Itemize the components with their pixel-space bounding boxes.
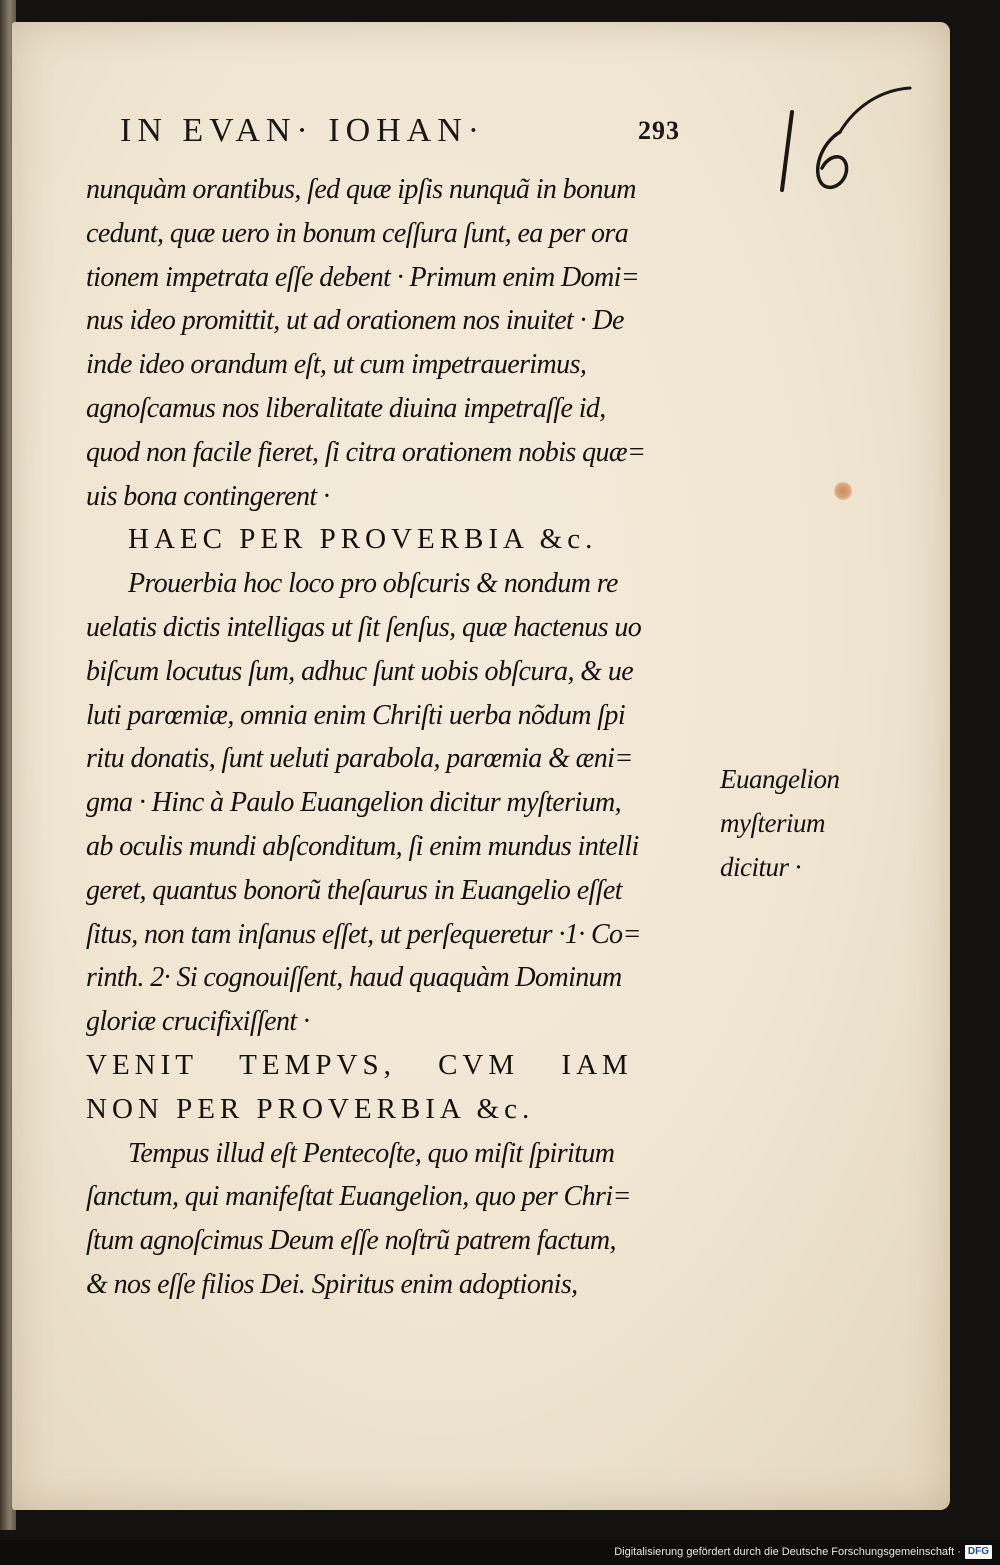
text-line: Prouerbia hoc loco pro obſcuris & nondum re (128, 568, 618, 600)
running-head (120, 112, 680, 162)
text-line: Tempus illud eſt Pentecoſte, quo miſit ſpiritum (128, 1137, 615, 1169)
footer-text: Digitalisierung gefördert durch die Deutsche Forschungsgemeinschaft · (614, 1546, 961, 1558)
text-line: ritu donatis, ſunt ueluti parabola, parœmia & æni= (86, 743, 633, 775)
text-line: nunquàm orantibus, ſed quæ ipſis nunquã in bonum (86, 174, 636, 205)
text-line: uelatis dictis intelligas ut ſit ſenſus, quæ hactenus uo (86, 611, 642, 643)
text-line: rinth. 2· Si cognouiſſent, haud quaquàm Dominum (86, 962, 622, 994)
handwritten-16-mark (770, 72, 920, 202)
footer-credit (614, 1543, 992, 1561)
text-line: tionem impetrata eſſe debent · Primum enim Domi= (86, 261, 640, 293)
text-line: & nos eſſe filios Dei. Spiritus enim adoptionis, (86, 1268, 578, 1300)
text-line: NON PER PROVERBIA &c. (86, 1092, 535, 1125)
text-line: biſcum locutus ſum, adhuc ſunt uobis obſcura, & ue (86, 655, 634, 687)
text-line: ſanctum, qui manifeſtat Euangelion, quo per Chri= (86, 1181, 631, 1213)
text-line: ſitus, non tam inſanus eſſet, ut perſequeretur ·1· Co= (86, 918, 641, 950)
running-head-title: IN EVAN· IOHAN· (120, 112, 486, 149)
handwritten-folio-number (770, 72, 920, 202)
text-line: geret, quantus bonorũ theſaurus in Euangelio eſſet (86, 874, 622, 906)
dfg-logo: DFG (965, 1545, 992, 1559)
text-line: luti parœmiæ, omnia enim Chriſti uerba nõdum ſpi (86, 699, 626, 731)
marginal-note-line: Euangelion (720, 764, 840, 794)
text-line: agnoſcamus nos liberalitate diuina impetraſſe id, (86, 392, 606, 424)
text-line: ſtum agnoſcimus Deum eſſe noſtrũ patrem factum, (86, 1225, 616, 1257)
text-line: gloriæ crucifixiſſent · (86, 1006, 310, 1038)
text-line: ab oculis mundi abſconditum, ſi enim mundus intelli (86, 830, 639, 862)
marginal-note (720, 757, 870, 889)
text-line: HAEC PER PROVERBIA &c. (128, 523, 598, 556)
text-line: gma · Hinc à Paulo Euangelion dicitur myſterium, (86, 787, 622, 819)
marginal-note-line: myſterium (720, 808, 825, 838)
folio-number: 293 (638, 116, 680, 145)
text-line: inde ideo orandum eſt, ut cum impetrauerimus, (86, 349, 587, 381)
text-line: VENIT TEMPVS, CVM IAM (86, 1048, 633, 1081)
text-line: uis bona contingerent · (86, 480, 330, 512)
text-line: nus ideo promittit, ut ad orationem nos inuitet · De (86, 305, 624, 337)
main-text-block (86, 168, 726, 1307)
marginal-note-line: dicitur · (720, 852, 801, 882)
text-line: cedunt, quæ uero in bonum ceſſura ſunt, ea per ora (86, 217, 629, 249)
text-line: quod non facile fieret, ſi citra orationem nobis quæ= (86, 436, 646, 468)
paper-stain (834, 482, 852, 500)
